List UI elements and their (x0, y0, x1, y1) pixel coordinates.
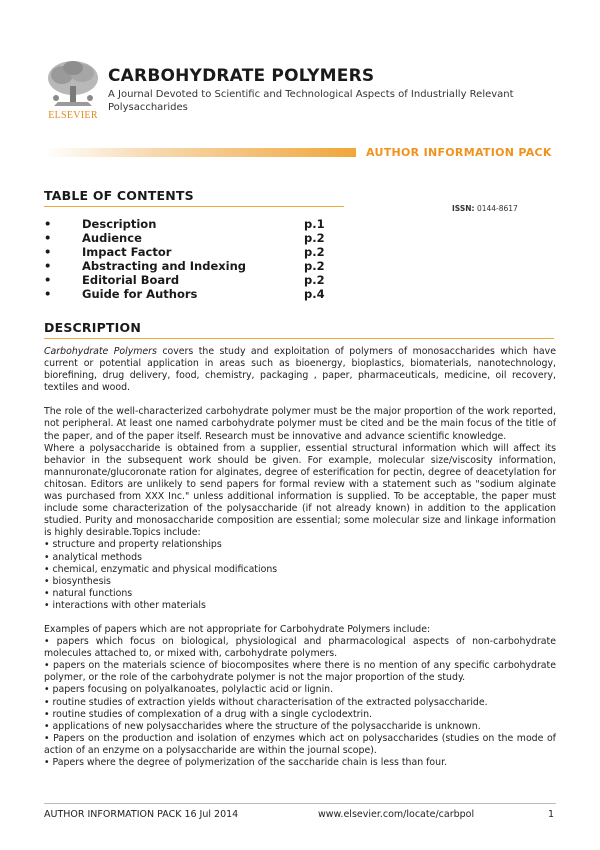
footer-pack-date: AUTHOR INFORMATION PACK 16 Jul 2014 (44, 809, 239, 820)
description-body (44, 346, 556, 769)
bullet-icon: • (44, 217, 52, 231)
toc-item-label: Impact Factor (82, 245, 172, 259)
list-item: • analytical methods (44, 552, 556, 564)
list-item: • natural functions (44, 588, 556, 600)
issn-value: 0144-8617 (476, 204, 518, 213)
topics-list (44, 539, 556, 612)
toc-item-page: p.2 (304, 259, 325, 273)
list-item: • interactions with other materials (44, 600, 556, 612)
description-paragraph (44, 346, 556, 394)
toc-item-label: Editorial Board (82, 273, 180, 287)
toc-heading: TABLE OF CONTENTS (44, 188, 194, 203)
description-paragraph: The role of the well-characterized carbohydrate polymer must be the major proportion of the work reported, not peripheral. At least one named carbohydrate polymer must be cited and be the main focus of the title of the paper, and of the paper itself. Research must be innovative and advance scientific knowledge. (44, 406, 556, 442)
toc-item-page: p.1 (304, 217, 325, 231)
toc-item-label: Description (82, 217, 157, 231)
toc-item-description[interactable] (44, 217, 344, 231)
issn-label: ISSN: (452, 204, 475, 213)
toc-item-label: Guide for Authors (82, 287, 198, 301)
footer-page-number: 1 (548, 809, 555, 820)
toc-item-page: p.4 (304, 287, 325, 301)
list-item: • Papers where the degree of polymerization of the saccharide chain is less than four. (44, 757, 556, 769)
orange-gradient-bar (44, 148, 356, 157)
description-heading: DESCRIPTION (44, 320, 141, 335)
bullet-icon: • (44, 259, 52, 273)
description-divider (44, 338, 554, 339)
list-item: • papers focusing on polyalkanoates, polylactic acid or lignin. (44, 684, 556, 696)
examples-list (44, 636, 556, 769)
list-item: • Papers on the production and isolation of enzymes which act on polysaccharides (studies on the mode of action of an enzyme on a polysaccharide are within the journal scope). (44, 733, 556, 757)
issn (452, 204, 518, 213)
bullet-icon: • (44, 231, 52, 245)
toc-list (44, 217, 344, 301)
toc-item-impact-factor[interactable] (44, 245, 344, 259)
bullet-icon: • (44, 245, 52, 259)
toc-item-page: p.2 (304, 273, 325, 287)
list-item: • applications of new polysaccharides where the structure of the polysaccharide is unknown. (44, 721, 556, 733)
toc-item-editorial-board[interactable] (44, 273, 344, 287)
toc-item-audience[interactable] (44, 231, 344, 245)
list-item: • structure and property relationships (44, 539, 556, 551)
journal-name-italic: Carbohydrate Polymers (44, 346, 157, 357)
description-paragraph: Examples of papers which are not appropriate for Carbohydrate Polymers include: (44, 623, 431, 635)
paragraph-text: covers the study and exploitation of polymers of monosaccharides which have current or potential application in areas such as bioenergy, bioplastics, biomaterials, nanotechnology, biorefining, drug delivery, food, chemistry, packaging , paper, pharmaceuticals, medicine, oil recovery, textiles and wood. (44, 346, 556, 394)
list-item: • biosynthesis (44, 576, 556, 588)
footer-divider (44, 803, 556, 804)
author-information-pack-label: AUTHOR INFORMATION PACK (366, 146, 552, 159)
bullet-icon: • (44, 273, 52, 287)
toc-item-page: p.2 (304, 245, 325, 259)
bullet-icon: • (44, 287, 52, 301)
toc-item-guide-for-authors[interactable] (44, 287, 344, 301)
list-item: • routine studies of complexation of a drug with a single cyclodextrin. (44, 709, 556, 721)
journal-title: CARBOHYDRATE POLYMERS (108, 66, 375, 86)
list-item: • routine studies of extraction yields without characterisation of the extracted polysaccharide. (44, 697, 556, 709)
toc-item-page: p.2 (304, 231, 325, 245)
toc-item-label: Abstracting and Indexing (82, 259, 247, 273)
footer-url-link[interactable]: www.elsevier.com/locate/carbpol (318, 809, 475, 820)
list-item: • papers on the materials science of biocomposites where there is no mention of any specific carbohydrate polymer, or the role of the carbohydrate polymer is not the major proportion of the study. (44, 660, 556, 684)
journal-subtitle: A Journal Devoted to Scientific and Technological Aspects of Industrially Relevant Polysaccharides (108, 89, 514, 113)
toc-divider (44, 206, 344, 207)
list-item: • chemical, enzymatic and physical modifications (44, 564, 556, 576)
description-paragraph: Where a polysaccharide is obtained from a supplier, essential structural information which will affect its behavior in the subsequent work should be given. For example, molecular size/viscosity information, mannuronate/glucoronate ration for alginates, degree of esterification for pectin, degree of deacetylation for chitosan. Editors are unlikely to send papers for formal review with a statement such as "sodium alginate was purchased from XXX Inc." unless additional information is supplied. To be acceptable, the paper must include some characterization of the polysaccharide (if not already known) in addition to the application studied. Purity and monosaccharide composition are essential; some molecular size and linkage information is highly desirable.Topics include: (44, 442, 556, 539)
toc-item-abstracting-indexing[interactable] (44, 259, 344, 273)
list-item: • papers which focus on biological, physiological and pharmacological aspects of non-carbohydrate molecules attached to, or mixed with, carbohydrate polymers. (44, 636, 556, 660)
toc-item-label: Audience (82, 231, 142, 245)
elsevier-wordmark: ELSEVIER (48, 110, 98, 121)
